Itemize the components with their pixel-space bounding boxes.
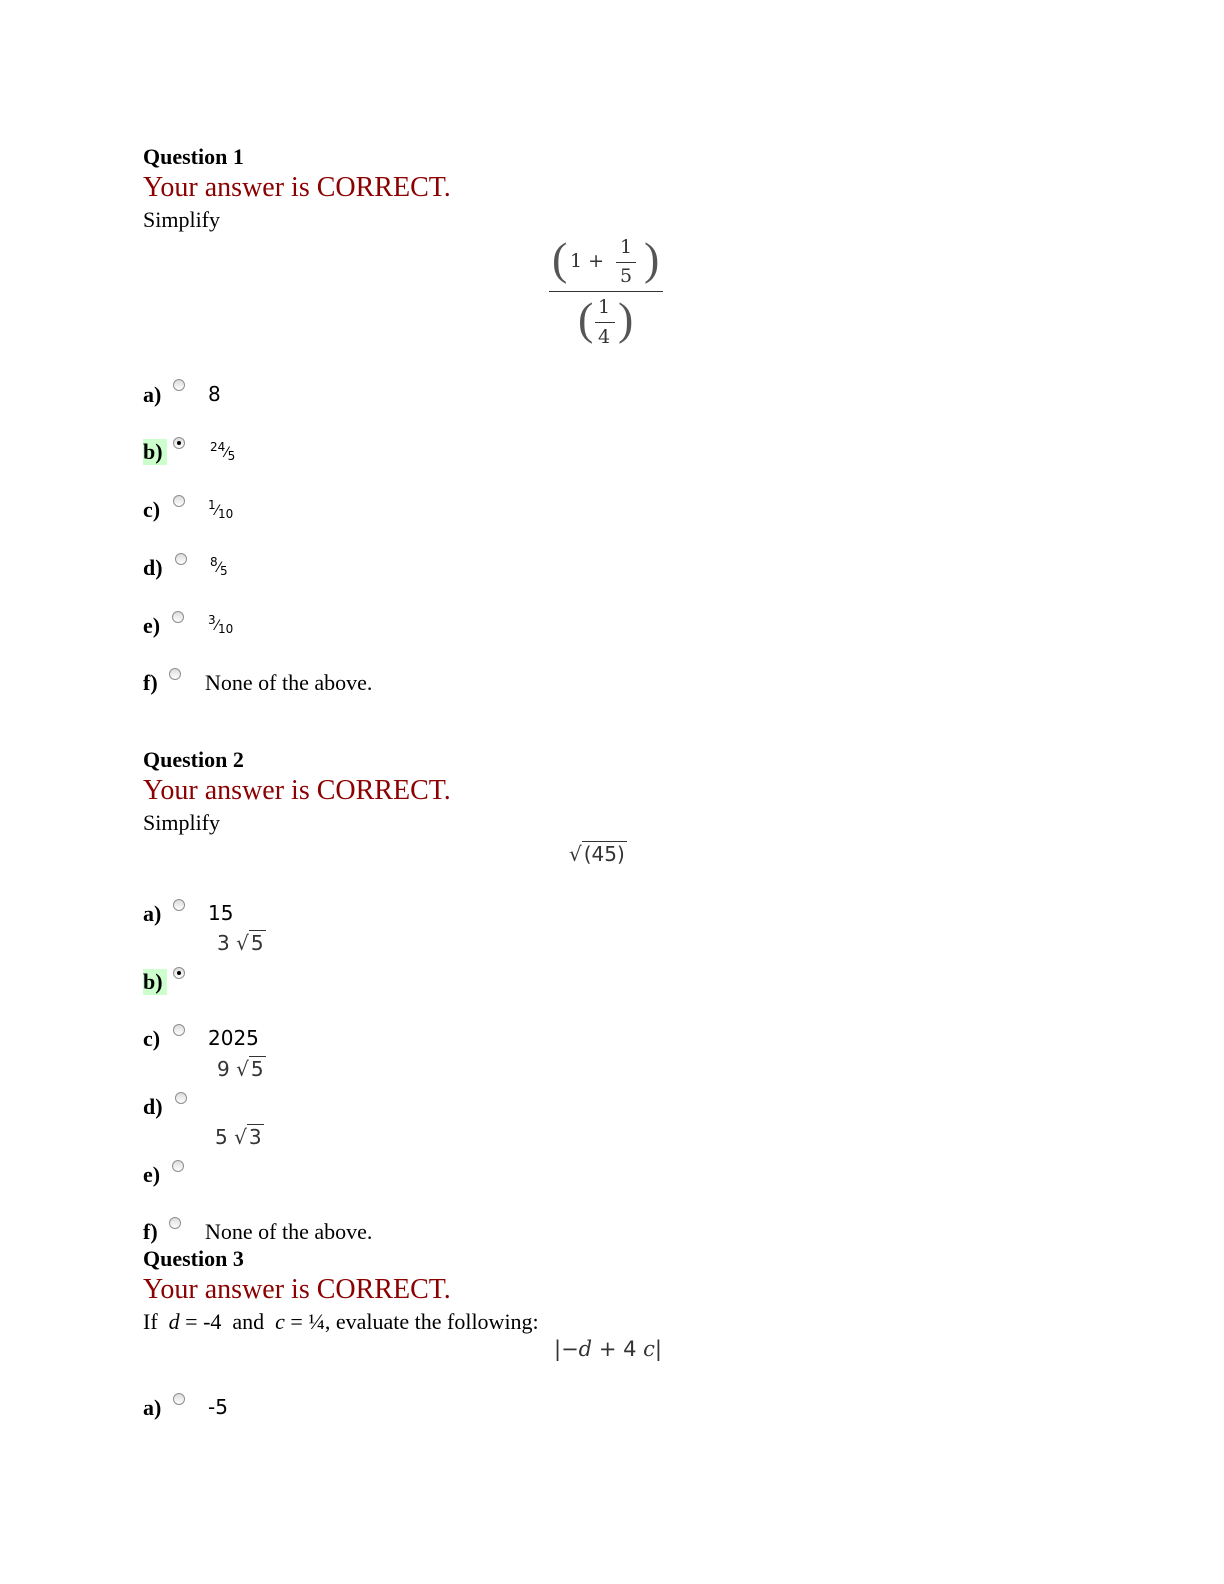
question-3-title: Question 3 [143,1246,244,1271]
q2-option-d-expression: 9 √ 5 [217,1057,264,1081]
q2-option-b-expression: 3 √ 5 [217,931,264,955]
expr-inner-num: 1 [620,236,633,258]
q1-option-c-letter: c) [143,497,161,522]
q1-option-e-fraction: $^3⁄_{10}$ [208,613,234,636]
q2-option-d-letter: d) [143,1094,163,1119]
expr-outer-left: 1 + [570,250,605,272]
expr-den-den: 4 [598,326,611,348]
paren-right-2: ) [618,293,634,344]
q2-option-f-text: None of the above. [205,1219,373,1244]
q1-option-e-radio[interactable] [172,611,184,623]
question-3-prompt: If d = -4 and c = ¼, evaluate the following: [143,1309,539,1334]
q2-option-a-letter: a) [143,901,162,926]
q2-option-b-letter: b) [143,969,167,995]
question-2-prompt: Simplify [143,810,221,835]
expr-den-num: 1 [598,296,611,318]
paren-left: ( [552,233,568,284]
paren-right: ) [644,233,660,284]
question-1-status: Your answer is CORRECT. [143,172,451,203]
question-1-prompt: Simplify [143,207,221,232]
q2-option-d-radio[interactable] [175,1092,187,1104]
q1-option-e-letter: e) [143,613,161,638]
q2-option-e-letter: e) [143,1162,161,1187]
q2-option-c-radio[interactable] [173,1024,185,1036]
q1-option-a-radio[interactable] [173,379,185,391]
q1-option-f-letter: f) [143,670,158,695]
q3-option-a-text: -5 [208,1395,228,1419]
q2-option-e-expression: 5 √ 3 [215,1125,262,1149]
q1-option-c-radio[interactable] [173,495,185,507]
q1-option-a-letter: a) [143,382,162,407]
q2-option-c-letter: c) [143,1026,161,1051]
q1-option-c-fraction: $^1⁄_{10}$ [208,498,234,521]
q3-option-a-letter: a) [143,1395,162,1420]
q1-option-b-fraction: $^{24}⁄_5$ [210,440,236,463]
paren-left-2: ( [578,293,594,344]
question-3-status: Your answer is CORRECT. [143,1274,451,1305]
question-2-status: Your answer is CORRECT. [143,775,451,806]
question-2-title: Question 2 [143,747,244,772]
q1-option-f-text: None of the above. [205,670,373,695]
main-fraction-bar [549,291,663,292]
q2-option-a-text: 15 [208,901,234,925]
q2-option-a-radio[interactable] [173,899,185,911]
q1-option-d-fraction: $^8⁄_5$ [210,555,228,578]
q2-option-f-radio[interactable] [169,1217,181,1229]
question-1-title: Question 1 [143,144,244,169]
q1-option-d-letter: d) [143,555,163,580]
expr-inner-den: 5 [620,265,633,287]
q2-option-f-letter: f) [143,1219,158,1244]
q2-option-e-radio[interactable] [172,1160,184,1172]
q2-option-c-text: 2025 [208,1026,259,1050]
q2-option-b-radio[interactable] [173,967,185,979]
q1-option-f-radio[interactable] [169,668,181,680]
question-2-expression: √ (45) [569,842,625,866]
q1-option-b-letter: b) [143,439,167,465]
question-3-expression: |−d + 4 c| [554,1337,662,1361]
q1-option-b-radio[interactable] [173,437,185,449]
q3-option-a-radio[interactable] [173,1393,185,1405]
q1-option-a-text: 8 [208,382,221,406]
q1-option-d-radio[interactable] [175,553,187,565]
